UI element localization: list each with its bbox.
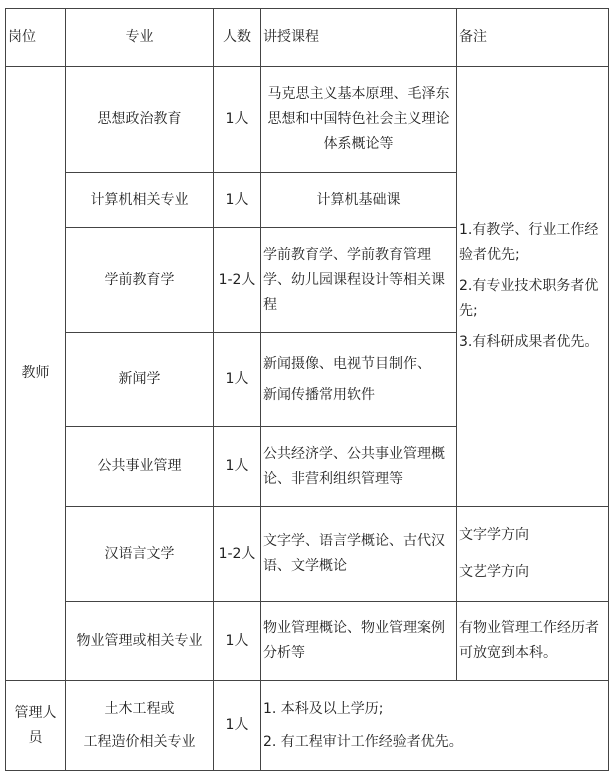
courses-cell: 马克思主义基本原理、毛泽东思想和中国特色社会主义理论体系概论等 bbox=[261, 67, 457, 173]
major-cell bbox=[66, 681, 214, 771]
header-position: 岗位 bbox=[6, 9, 66, 67]
requirement-line: 1. 本科及以上学历; bbox=[263, 700, 384, 717]
count-cell: 1人 bbox=[214, 681, 261, 771]
major-line: 土木工程或 bbox=[104, 700, 175, 717]
count-cell: 1-2人 bbox=[214, 507, 261, 602]
remarks-cell: 有物业管理工作经历者可放宽到本科。 bbox=[457, 602, 609, 681]
major-cell: 思想政治教育 bbox=[66, 67, 214, 173]
courses-cell: 物业管理概论、物业管理案例分析等 bbox=[261, 602, 457, 681]
remark-line: 文艺学方向 bbox=[459, 564, 529, 580]
requirements-cell bbox=[261, 681, 609, 771]
courses-cell: 文字学、语言学概论、古代汉语、文学概论 bbox=[261, 507, 457, 602]
courses-cell bbox=[261, 333, 457, 427]
count-cell: 1人 bbox=[214, 173, 261, 228]
recruitment-table bbox=[5, 8, 609, 771]
count-cell: 1人 bbox=[214, 333, 261, 427]
course-line: 新闻摄像、电视节目制作、 bbox=[263, 355, 431, 372]
remark-item: 2.有专业技术职务者优先; bbox=[459, 278, 599, 319]
major-cell: 物业管理或相关专业 bbox=[66, 602, 214, 681]
remark-item: 1.有教学、行业工作经验者优先; bbox=[459, 222, 599, 263]
header-remarks: 备注 bbox=[457, 9, 609, 67]
course-line: 新闻传播常用软件 bbox=[263, 386, 375, 403]
requirement-line: 2. 有工程审计工作经验者优先。 bbox=[263, 733, 463, 750]
count-cell: 1人 bbox=[214, 427, 261, 507]
remark-line: 文字学方向 bbox=[459, 527, 529, 543]
major-line: 工程造价相关专业 bbox=[83, 733, 196, 750]
table-row bbox=[6, 67, 609, 173]
major-cell: 计算机相关专业 bbox=[66, 173, 214, 228]
courses-cell: 计算机基础课 bbox=[261, 173, 457, 228]
major-cell: 公共事业管理 bbox=[66, 427, 214, 507]
header-major: 专业 bbox=[66, 9, 214, 67]
count-cell: 1人 bbox=[214, 67, 261, 173]
header-row bbox=[6, 9, 609, 67]
table-row bbox=[6, 507, 609, 602]
header-count: 人数 bbox=[214, 9, 261, 67]
count-cell: 1人 bbox=[214, 602, 261, 681]
courses-cell: 学前教育学、学前教育管理学、幼儿园课程设计等相关课程 bbox=[261, 228, 457, 333]
table-row bbox=[6, 602, 609, 681]
major-cell: 学前教育学 bbox=[66, 228, 214, 333]
major-cell: 汉语言文学 bbox=[66, 507, 214, 602]
header-courses: 讲授课程 bbox=[261, 9, 457, 67]
teacher-remarks-cell bbox=[457, 67, 609, 507]
count-cell: 1-2人 bbox=[214, 228, 261, 333]
courses-cell: 公共经济学、公共事业管理概论、非营利组织管理等 bbox=[261, 427, 457, 507]
remark-item: 3.有科研成果者优先。 bbox=[459, 334, 599, 350]
teacher-position-cell: 教师 bbox=[6, 67, 66, 681]
table-row bbox=[6, 681, 609, 771]
major-cell: 新闻学 bbox=[66, 333, 214, 427]
manager-position-cell: 管理人员 bbox=[6, 681, 66, 771]
remarks-cell bbox=[457, 507, 609, 602]
